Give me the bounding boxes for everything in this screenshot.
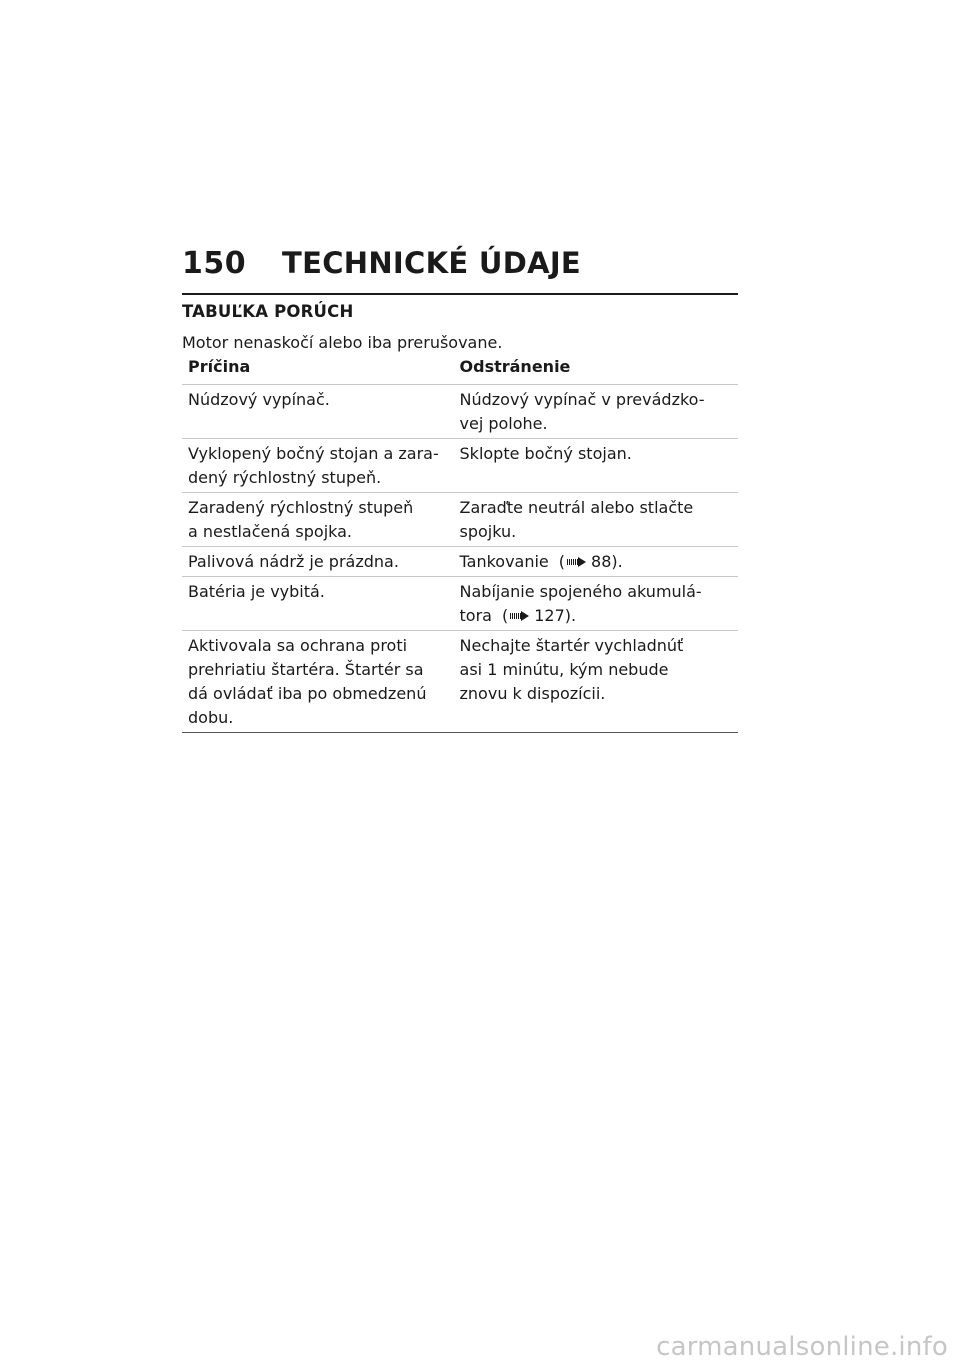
page-reference[interactable]: 88 (591, 552, 612, 571)
chapter-title: TECHNICKÉ ÚDAJE (282, 246, 582, 280)
cause-cell (182, 439, 454, 493)
watermark[interactable]: carmanualsonline.info (656, 1332, 948, 1362)
page-header (182, 246, 738, 281)
cause-cell (182, 385, 454, 439)
column-header-cause: Príčina (188, 357, 251, 376)
cause-line: Núdzový vypínač. (188, 390, 330, 409)
remedy-line: spojku. (459, 522, 517, 541)
table-row (182, 631, 738, 733)
cause-line: Aktivovala sa ochrana proti (188, 636, 408, 655)
remedy-line: Nabíjanie spojeného akumulá- (459, 582, 702, 601)
table-row (182, 493, 738, 547)
cause-line: Batéria je vybitá. (188, 582, 325, 601)
remedy-line: Sklopte bočný stojan. (459, 444, 632, 463)
cause-cell (182, 631, 454, 733)
reference-arrow-icon (510, 610, 530, 622)
remedy-cell: Tankovanie ( 88). (454, 547, 738, 577)
remedy-cell: Nabíjanie spojeného akumulá- tora ( 127). (454, 577, 738, 631)
section-intro: Motor nenaskočí alebo iba prerušovane. (182, 333, 503, 352)
table-row (182, 577, 738, 631)
section-divider (182, 293, 738, 295)
cause-line: dobu. (188, 708, 234, 727)
cause-cell (182, 493, 454, 547)
remedy-line: Nechajte štartér vychladnúť (459, 636, 684, 655)
table-header-row (182, 355, 738, 385)
remedy-line: asi 1 minútu, kým nebude (459, 660, 669, 679)
remedy-cell (454, 493, 738, 547)
reference-arrow-icon (567, 556, 587, 568)
remedy-cell (454, 631, 738, 733)
remedy-line: znovu k dispozícii. (459, 684, 606, 703)
cause-line: prehriatiu štartéra. Štartér sa (188, 660, 424, 679)
table-row (182, 439, 738, 493)
remedy-line: vej polohe. (459, 414, 548, 433)
section-title: TABUĽKA PORÚCH (182, 302, 354, 321)
cause-cell (182, 547, 454, 577)
remedy-line: Núdzový vypínač v prevádzko- (459, 390, 705, 409)
fault-table (182, 355, 738, 733)
cause-line: a nestlačená spojka. (188, 522, 353, 541)
remedy-text: Tankovanie (459, 552, 549, 571)
column-header-remedy: Odstránenie (459, 357, 571, 376)
cause-line: Palivová nádrž je prázdna. (188, 552, 399, 571)
table-row (182, 385, 738, 439)
page-reference[interactable]: 127 (534, 606, 565, 625)
remedy-line: Zaraďte neutrál alebo stlačte (459, 498, 694, 517)
remedy-cell (454, 439, 738, 493)
cause-cell (182, 577, 454, 631)
remedy-cell (454, 385, 738, 439)
cause-line: dá ovládať iba po obmedzenú (188, 684, 427, 703)
fault-table-section (182, 293, 738, 733)
cause-line: Zaradený rýchlostný stupeň (188, 498, 414, 517)
table-row (182, 547, 738, 577)
cause-line: dený rýchlostný stupeň. (188, 468, 382, 487)
page-number: 150 (182, 246, 247, 281)
cause-line: Vyklopený bočný stojan a zara- (188, 444, 439, 463)
remedy-text: tora (459, 606, 492, 625)
